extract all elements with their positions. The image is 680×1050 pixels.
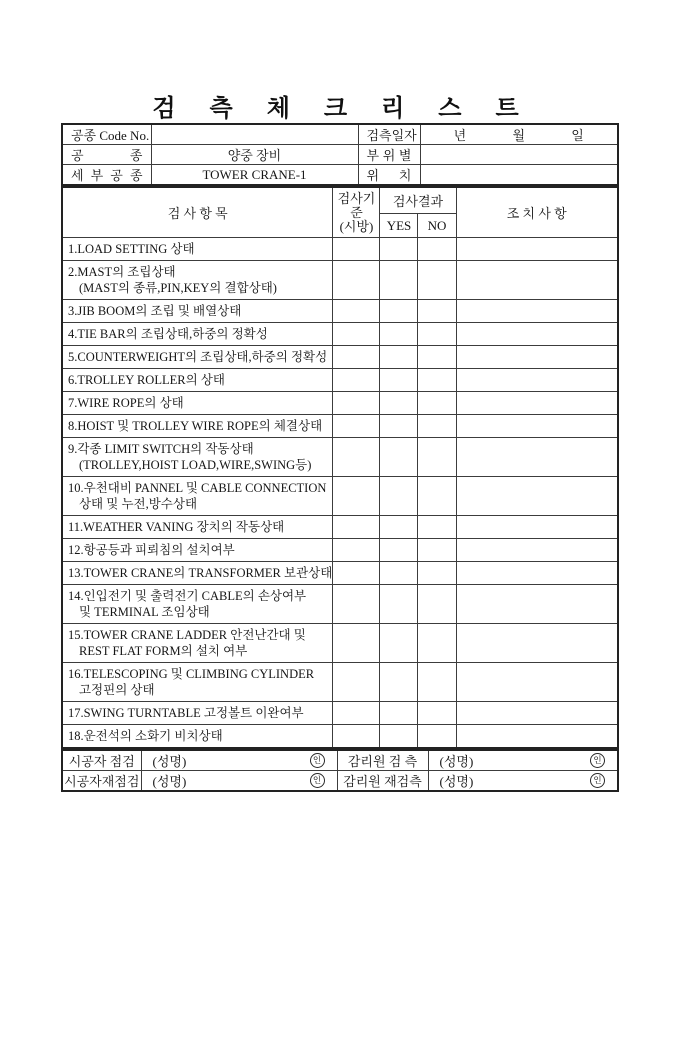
criteria-cell (333, 438, 380, 477)
no-cell (418, 261, 456, 300)
inspection-row-17 (62, 702, 618, 725)
action-cell (456, 323, 618, 346)
name-placeholder: (성명) (439, 754, 474, 769)
item-text-cont: 상태 및 누전,방수상태 (78, 497, 198, 511)
inspection-row-14 (62, 585, 618, 624)
item-cell (62, 562, 333, 585)
inspection-row-16 (62, 663, 618, 702)
item-cell (62, 238, 333, 261)
inspection-row-9 (62, 438, 618, 477)
no-cell (418, 539, 456, 562)
supervisor-inspect-name-cell (428, 750, 618, 771)
criteria-header-line3: (시방) (339, 218, 374, 234)
item-text: 5.COUNTERWEIGHT의 조립상태,하중의 정확성 (67, 350, 328, 364)
action-cell (456, 438, 618, 477)
inspection-row-7 (62, 392, 618, 415)
yes-cell (380, 585, 418, 624)
inspection-row-4 (62, 323, 618, 346)
result-column-header: 검사결과 (380, 187, 456, 214)
criteria-cell (333, 238, 380, 261)
signature-row-2 (62, 771, 618, 792)
yes-cell (380, 261, 418, 300)
inspection-row-3 (62, 300, 618, 323)
no-cell (418, 516, 456, 539)
code-no-label-cell (62, 124, 151, 145)
action-cell (456, 261, 618, 300)
no-cell (418, 415, 456, 438)
no-column-header: NO (418, 214, 456, 238)
supervisor-reinspect-label: 감리원 재검측 (337, 771, 428, 792)
item-text-cont: 고정핀의 상태 (78, 683, 155, 697)
yes-cell (380, 346, 418, 369)
criteria-cell (333, 415, 380, 438)
yes-cell (380, 392, 418, 415)
no-cell (418, 238, 456, 261)
yes-cell (380, 477, 418, 516)
inspection-row-11 (62, 516, 618, 539)
seal-stamp-icon: 인 (590, 753, 605, 768)
item-cell (62, 300, 333, 323)
section-label: 부 위 별 (366, 148, 412, 163)
item-text: 6.TROLLEY ROLLER의 상태 (67, 373, 225, 387)
name-placeholder: (성명) (439, 774, 474, 789)
yes-cell (380, 725, 418, 749)
criteria-cell (333, 624, 380, 663)
item-cell (62, 624, 333, 663)
criteria-cell (333, 725, 380, 749)
item-text: 1.LOAD SETTING 상태 (67, 242, 195, 256)
criteria-cell (333, 585, 380, 624)
item-text: 13.TOWER CRANE의 TRANSFORMER 보관상태 (67, 566, 333, 580)
no-cell (418, 346, 456, 369)
no-cell (418, 300, 456, 323)
item-text: 11.WEATHER VANING 장치의 작동상태 (67, 520, 285, 534)
action-cell (456, 725, 618, 749)
item-cell (62, 477, 333, 516)
seal-stamp-icon: 인 (310, 773, 325, 788)
criteria-header-line2: 준 (350, 204, 363, 220)
yes-cell (380, 516, 418, 539)
day-unit: 일 (571, 128, 584, 143)
criteria-cell (333, 477, 380, 516)
yes-cell (380, 562, 418, 585)
inspection-table (61, 186, 619, 749)
no-cell (418, 725, 456, 749)
code-no-value-cell (151, 124, 358, 145)
item-cell (62, 392, 333, 415)
item-text: 18.운전석의 소화기 비치상태 (67, 729, 223, 743)
seal-stamp-icon: 인 (590, 773, 605, 788)
section-value-cell (420, 145, 618, 165)
yes-column-header: YES (380, 214, 418, 238)
inspection-date-value-cell (420, 124, 618, 145)
item-text-cont: (TROLLEY,HOIST LOAD,WIRE,SWING등) (78, 458, 312, 472)
document-page (0, 88, 680, 1050)
no-cell (418, 392, 456, 415)
inspection-row-2 (62, 261, 618, 300)
item-text-cont: 및 TERMINAL 조임상태 (78, 605, 210, 619)
action-cell (456, 585, 618, 624)
no-cell (418, 702, 456, 725)
criteria-cell (333, 346, 380, 369)
name-placeholder: (성명) (152, 754, 187, 769)
inspection-row-5 (62, 346, 618, 369)
worktype-label: 공 종 (71, 148, 143, 163)
no-cell (418, 663, 456, 702)
item-cell (62, 539, 333, 562)
no-cell (418, 477, 456, 516)
no-cell (418, 624, 456, 663)
worktype-label-cell (62, 145, 151, 165)
action-column-header: 조 치 사 항 (456, 187, 618, 238)
header-info-table (61, 123, 619, 186)
action-cell (456, 663, 618, 702)
inspection-row-12 (62, 539, 618, 562)
item-column-header: 검 사 항 목 (62, 187, 333, 238)
action-cell (456, 624, 618, 663)
item-text: 8.HOIST 및 TROLLEY WIRE ROPE의 체결상태 (67, 419, 323, 433)
name-placeholder: (성명) (152, 774, 187, 789)
item-text: 16.TELESCOPING 및 CLIMBING CYLINDER (67, 667, 315, 681)
action-cell (456, 477, 618, 516)
contractor-recheck-name-cell (141, 771, 337, 792)
header-row-code (62, 124, 618, 145)
criteria-cell (333, 562, 380, 585)
item-text: 17.SWING TURNTABLE 고정볼트 이완여부 (67, 706, 304, 720)
no-cell (418, 438, 456, 477)
item-cell (62, 585, 333, 624)
contractor-recheck-label: 시공자재점검 (62, 771, 141, 792)
item-cell (62, 415, 333, 438)
no-cell (418, 369, 456, 392)
no-cell (418, 562, 456, 585)
inspection-row-6 (62, 369, 618, 392)
detail-worktype-label: 세 부 공 종 (71, 168, 143, 183)
action-cell (456, 238, 618, 261)
criteria-cell (333, 369, 380, 392)
yes-cell (380, 624, 418, 663)
criteria-cell (333, 539, 380, 562)
item-text: 7.WIRE ROPE의 상태 (67, 396, 184, 410)
signature-table (61, 749, 619, 792)
action-cell (456, 300, 618, 323)
supervisor-inspect-label: 감리원 검 측 (337, 750, 428, 771)
action-cell (456, 346, 618, 369)
inspection-row-1 (62, 238, 618, 261)
action-cell (456, 415, 618, 438)
criteria-column-header (333, 187, 380, 238)
name-seal-wrap (429, 751, 618, 770)
criteria-cell (333, 300, 380, 323)
item-cell (62, 369, 333, 392)
section-label-cell (358, 145, 420, 165)
yes-cell (380, 539, 418, 562)
name-seal-wrap (142, 751, 337, 770)
inspection-row-15 (62, 624, 618, 663)
action-cell (456, 562, 618, 585)
item-text: 4.TIE BAR의 조립상태,하중의 정확성 (67, 327, 268, 341)
location-value-cell (420, 165, 618, 186)
item-text-cont: REST FLAT FORM의 설치 여부 (78, 644, 248, 658)
item-cell (62, 346, 333, 369)
action-cell (456, 539, 618, 562)
item-text: 15.TOWER CRANE LADDER 안전난간대 및 (67, 628, 306, 642)
item-text: 12.항공등과 피뢰침의 설치여부 (67, 543, 235, 557)
inspection-row-18 (62, 725, 618, 749)
action-cell (456, 369, 618, 392)
month-unit: 월 (512, 128, 526, 143)
criteria-cell (333, 702, 380, 725)
yes-cell (380, 238, 418, 261)
action-cell (456, 516, 618, 539)
yes-cell (380, 663, 418, 702)
item-cell (62, 516, 333, 539)
criteria-cell (333, 392, 380, 415)
criteria-cell (333, 261, 380, 300)
yes-cell (380, 438, 418, 477)
no-cell (418, 585, 456, 624)
name-seal-wrap (429, 771, 618, 790)
inspection-date-label-cell (358, 124, 420, 145)
location-label: 위 치 (366, 168, 412, 183)
code-no-label: 공종 Code No. (71, 128, 150, 143)
yes-cell (380, 369, 418, 392)
criteria-header-line1: 검사기 (337, 190, 376, 206)
name-seal-wrap (142, 771, 337, 790)
no-cell (418, 323, 456, 346)
detail-worktype-value: TOWER CRANE-1 (151, 165, 358, 186)
inspection-date-label: 검측일자 (366, 128, 417, 143)
item-text: 2.MAST의 조립상태 (67, 265, 176, 279)
contractor-check-name-cell (141, 750, 337, 771)
item-cell (62, 725, 333, 749)
item-text: 9.각종 LIMIT SWITCH의 작동상태 (67, 442, 254, 456)
yes-cell (380, 702, 418, 725)
item-text: 3.JIB BOOM의 조립 및 배열상태 (67, 304, 242, 318)
supervisor-reinspect-name-cell (428, 771, 618, 792)
item-cell (62, 702, 333, 725)
item-text: 10.우천대비 PANNEL 및 CABLE CONNECTION (67, 481, 327, 495)
form-title: 검 측 체 크 리 스 트 (152, 96, 528, 122)
contractor-check-label: 시공자 점검 (62, 750, 141, 771)
action-cell (456, 392, 618, 415)
inspection-header-row-1 (62, 187, 618, 214)
date-units (421, 125, 618, 144)
item-cell (62, 261, 333, 300)
seal-stamp-icon: 인 (310, 753, 325, 768)
item-cell (62, 438, 333, 477)
yes-cell (380, 415, 418, 438)
header-row-detail (62, 165, 618, 186)
item-cell (62, 323, 333, 346)
yes-cell (380, 300, 418, 323)
location-label-cell (358, 165, 420, 186)
item-text-cont: (MAST의 종류,PIN,KEY의 결합상태) (78, 281, 277, 295)
header-row-worktype (62, 145, 618, 165)
inspection-row-13 (62, 562, 618, 585)
item-text: 14.인입전기 및 출력전기 CABLE의 손상여부 (67, 589, 307, 603)
detail-worktype-label-cell (62, 165, 151, 186)
criteria-cell (333, 323, 380, 346)
worktype-value: 양중 장비 (151, 145, 358, 165)
criteria-cell (333, 516, 380, 539)
yes-cell (380, 323, 418, 346)
criteria-cell (333, 663, 380, 702)
year-unit: 년 (453, 128, 467, 143)
item-cell (62, 663, 333, 702)
signature-row-1 (62, 750, 618, 771)
action-cell (456, 702, 618, 725)
inspection-row-10 (62, 477, 618, 516)
inspection-row-8 (62, 415, 618, 438)
